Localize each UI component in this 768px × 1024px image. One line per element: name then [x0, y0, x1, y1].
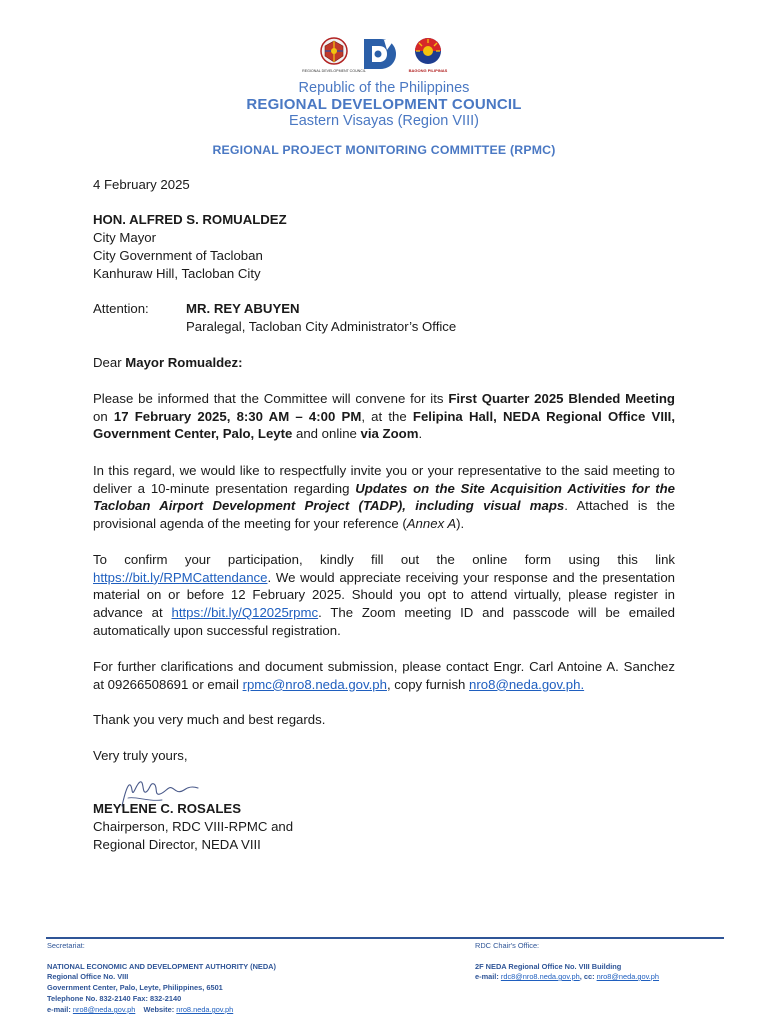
svg-text:REGIONAL DEVELOPMENT COUNCIL: REGIONAL DEVELOPMENT COUNCIL: [302, 69, 366, 73]
thanks-line: Thank you very much and best regards.: [93, 712, 326, 727]
paragraph-invitation: In this regard, we would like to respectfully invite you or your representative to the said meeting to deliver a 10-minute presentation regarding Updates on the Site Acquisition Activities for the Tacloban Airport Development Project (TADP), including visual maps. Attached is the provisional agenda of the meeting for your reference (Annex A).: [93, 463, 675, 532]
recipient-name: HON. ALFRED S. ROMUALDEZ: [93, 212, 287, 227]
header-committee: REGIONAL PROJECT MONITORING COMMITTEE (RPMC): [212, 143, 556, 157]
signatory-title-2: Regional Director, NEDA VIII: [93, 837, 261, 852]
rdc-seal-logo: [302, 36, 366, 74]
letter-date: 4 February 2025: [93, 177, 190, 192]
paragraph-confirmation: To confirm your participation, kindly fill out the online form using this link https://bit.ly/RPMCattendance. We would appreciate receiving your response and the presentation material on or before 12 February 2025. Should you opt to attend virtually, please register in advance at https://bit.ly/Q12025rpmc. The Zoom meeting ID and passcode will be emailed automatically upon successful registration.: [93, 552, 675, 638]
header-council: REGIONAL DEVELOPMENT COUNCIL: [246, 96, 522, 113]
rpmc-email-link[interactable]: rpmc@nro8.neda.gov.ph: [242, 676, 387, 692]
footer-address: Government Center, Palo, Leyte, Philippines, 6501: [47, 983, 223, 992]
bagong-pilipinas-logo: [408, 36, 448, 74]
signatory-name: MEYLENE C. ROSALES: [93, 801, 242, 816]
footer-cc-email-link[interactable]: nro8@neda.gov.ph: [596, 972, 660, 981]
zoom-registration-link[interactable]: https://bit.ly/Q12025rpmc: [171, 605, 319, 621]
footer-chair-heading: RDC Chair's Office:: [475, 941, 540, 950]
footer-chair-building: 2F NEDA Regional Office No. VIII Building: [475, 962, 622, 971]
attention-name: MR. REY ABUYEN: [186, 301, 300, 316]
footer-secretariat-heading: Secretariat:: [47, 941, 85, 950]
header-republic: Republic of the Philippines: [298, 80, 470, 96]
footer-chair-email: e-mail: rdc8@nro8.neda.gov.ph, cc: nro8@neda.gov.ph: [475, 972, 660, 981]
footer-divider: [46, 937, 724, 939]
footer-email-website: e-mail: nro8@neda.gov.ph Website: nro8.neda.gov.ph: [47, 1005, 234, 1014]
recipient-office: City Government of Tacloban: [93, 248, 263, 263]
footer-rdc-email-link[interactable]: rdc8@nro8.neda.gov.ph: [500, 972, 580, 981]
closing-line: Very truly yours,: [93, 748, 188, 763]
footer-email-link[interactable]: nro8@neda.gov.ph: [72, 1005, 136, 1014]
svg-text:BAGONG PILIPINAS: BAGONG PILIPINAS: [408, 68, 448, 73]
rdc-logo: [360, 36, 400, 72]
footer-website-link[interactable]: nro8.neda.gov.ph: [176, 1005, 234, 1014]
salutation: Dear Mayor Romualdez:: [93, 355, 243, 370]
header-region: Eastern Visayas (Region VIII): [289, 113, 479, 129]
nro8-email-link[interactable]: nro8@neda.gov.ph.: [469, 676, 585, 692]
attention-position: Paralegal, Tacloban City Administrator’s Office: [186, 319, 457, 334]
recipient-title: City Mayor: [93, 230, 157, 245]
attendance-link[interactable]: https://bit.ly/RPMCattendance: [93, 569, 268, 585]
paragraph-meeting-notice: Please be informed that the Committee will convene for its First Quarter 2025 Blended Meeting on 17 February 2025, 8:30 AM – 4:00 PM, at the Felipina Hall, NEDA Regional Office VIII, Government Center, Palo, Leyte and online via Zoom.: [93, 391, 675, 442]
signatory-title-1: Chairperson, RDC VIII-RPMC and: [93, 819, 294, 834]
attention-label: Attention:: [93, 301, 149, 316]
paragraph-contact: For further clarifications and document submission, please contact Engr. Carl Antoine A. Sanchez at 09266508691 or email rpmc@nro8.neda.gov.ph, copy furnish nro8@neda.gov.ph.: [93, 659, 675, 692]
header-logos: [0, 36, 768, 76]
footer-office: Regional Office No. VIII: [47, 972, 129, 981]
recipient-address: Kanhuraw Hill, Tacloban City: [93, 266, 261, 281]
footer-phone: Telephone No. 832-2140 Fax: 832-2140: [47, 994, 182, 1003]
footer-agency: NATIONAL ECONOMIC AND DEVELOPMENT AUTHORITY (NEDA): [47, 962, 276, 971]
